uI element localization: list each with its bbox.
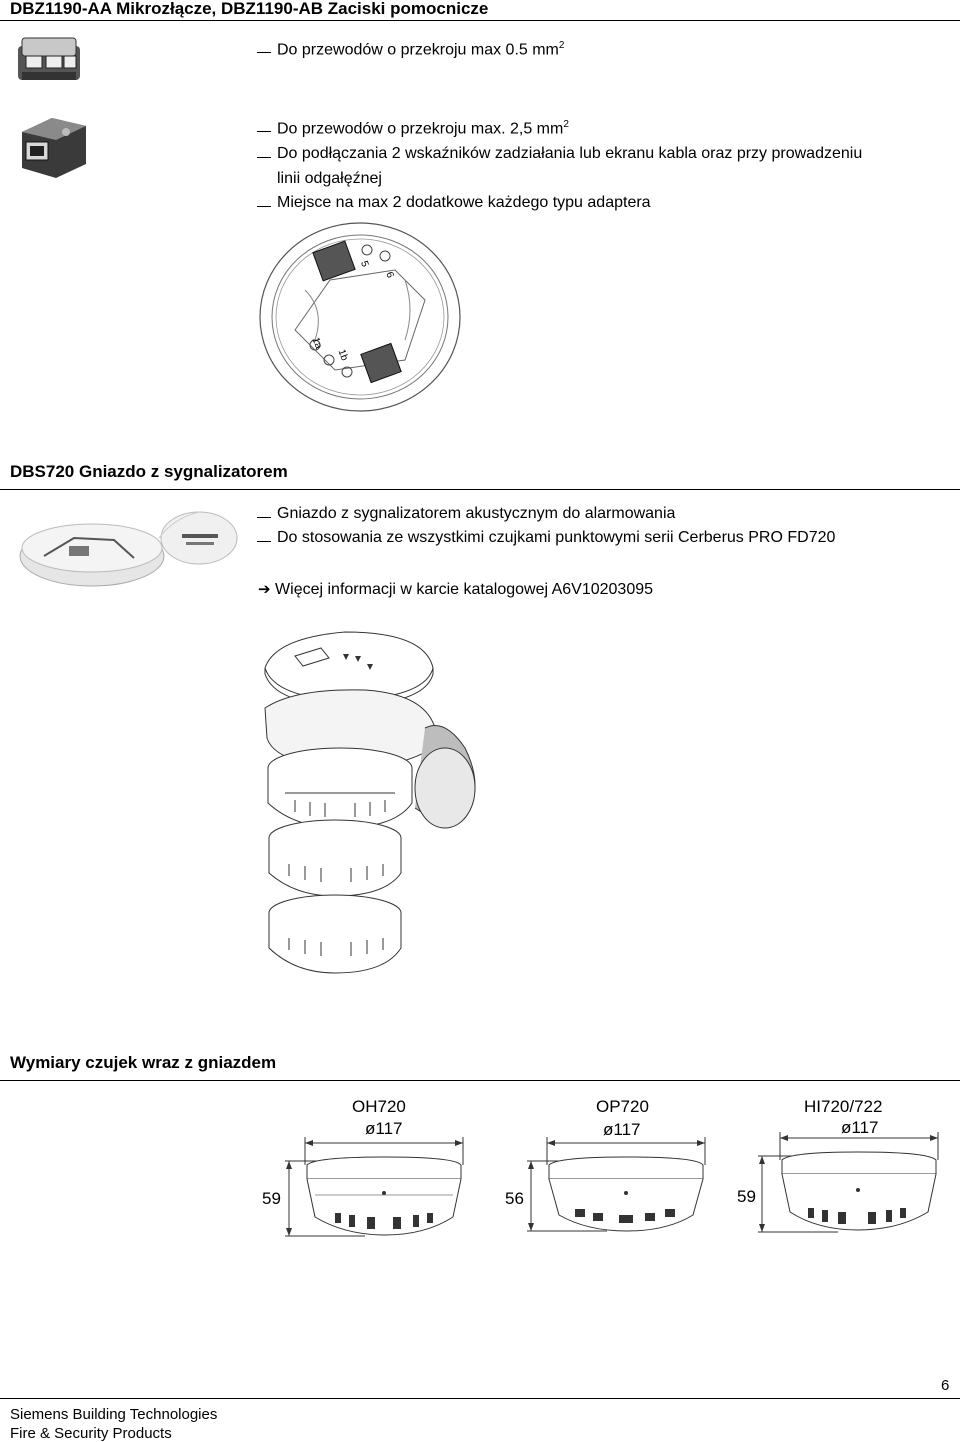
sounder-feature-1: Gniazdo z sygnalizatorem akustycznym do alarmowania [277, 505, 676, 522]
detector-diameter-op720: ø117 [603, 1120, 641, 1139]
page-title: DBZ1190-AA Mikrozłącze, DBZ1190-AB Zaciski pomocnicze [10, 0, 489, 18]
terminal-label-6: 6 [383, 270, 396, 280]
bullet-dash [257, 52, 271, 53]
footer-rule [0, 1398, 960, 1399]
more-info-line [258, 580, 653, 599]
auxiliary-terminal-image [12, 112, 92, 184]
sounder-feature-2: Do stosowania ze wszystkimi czujkami punktowymi serii Cerberus PRO FD720 [277, 529, 836, 546]
feature-item-1: Do przewodów o przekroju max 0.5 $mm^2$ [277, 40, 565, 59]
feature-item-3-line2: linii odgałęźnej [277, 170, 382, 187]
bullet-dash [257, 541, 271, 542]
bullet-dash [257, 517, 271, 518]
section-rule [0, 489, 960, 490]
detector-height-op720: 56 [505, 1189, 524, 1208]
detector-height-oh720: 59 [262, 1189, 281, 1208]
section-heading-dimensions: Wymiary czujek wraz z gniazdem [10, 1053, 277, 1072]
detector-name-oh720: OH720 [352, 1097, 406, 1116]
detector-drawing-oh720 [285, 1135, 485, 1245]
detector-base-drawing [255, 220, 465, 415]
page-number: 6 [941, 1377, 950, 1394]
bullet-dash [257, 206, 271, 207]
terminal-label-5: 5 [357, 259, 371, 269]
detector-name-hi720: HI720/722 [804, 1097, 883, 1116]
microconnector-image [14, 32, 86, 88]
terminal-label-1a: 1a [309, 336, 324, 351]
arrow-right-icon: ➔ [258, 581, 271, 598]
detector-drawing-op720 [527, 1135, 727, 1245]
footer-company: Siemens Building Technologies [10, 1406, 218, 1423]
footer-division: Fire & Security Products [10, 1425, 172, 1442]
feature-item-3-line1: Do podłączania 2 wskaźników zadziałania lub ekranu kabla oraz przy prowadzeniu [277, 145, 863, 162]
exploded-assembly-drawing [255, 628, 495, 998]
detector-drawing-hi720 [758, 1128, 958, 1240]
detector-diameter-oh720: ø117 [365, 1119, 403, 1138]
detector-height-hi720: 59 [737, 1187, 756, 1206]
section-heading-dbs720: DBS720 Gniazdo z sygnalizatorem [10, 462, 288, 481]
bullet-dash [257, 131, 271, 132]
feature-item-2: Do przewodów o przekroju max. 2,5 $mm^2$ [277, 119, 569, 138]
detector-diameter-hi720: ø117 [841, 1118, 879, 1137]
section-rule [0, 1080, 960, 1081]
feature-item-4: Miejsce na max 2 dodatkowe każdego typu adaptera [277, 194, 651, 211]
bullet-dash [257, 157, 271, 158]
more-info-text: Więcej informacji w karcie katalogowej A6V10203095 [275, 581, 654, 598]
terminal-label-1b: 1b [335, 348, 350, 363]
detector-name-op720: OP720 [596, 1097, 649, 1116]
sounder-base-image [14, 498, 239, 593]
header-rule [0, 20, 960, 21]
